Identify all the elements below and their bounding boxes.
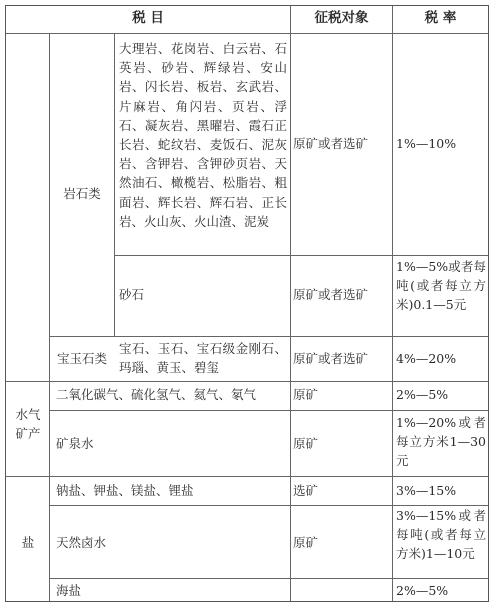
gravel-item: 砂石 <box>119 287 145 302</box>
category-gem: 宝玉石类 <box>56 351 107 366</box>
row-divider <box>114 255 488 256</box>
gas-items: 二氧化碳气、硫化氢气、氦气、氡气 <box>56 387 257 402</box>
gem-object: 原矿或者选矿 <box>293 351 369 366</box>
brine-item: 天然卤水 <box>56 535 107 550</box>
rock-object: 原矿或者选矿 <box>293 136 369 151</box>
gas-object: 原矿 <box>293 387 319 402</box>
row-divider <box>49 578 488 579</box>
gem-rate: 4%—20% <box>396 351 457 366</box>
col-divider <box>49 33 50 601</box>
gas-rate: 2%—5% <box>396 387 449 402</box>
gravel-object: 原矿或者选矿 <box>293 287 369 302</box>
tax-table <box>5 5 489 602</box>
col-divider <box>290 6 291 601</box>
salt-object: 选矿 <box>293 483 319 498</box>
sea-salt-rate: 2%—5% <box>396 583 449 598</box>
rock-items: 大理岩、花岗岩、白云岩、石英岩、砂岩、辉绿岩、安山岩、闪长岩、板岩、玄武岩、片麻岩、角闪岩、页岩、浮石、凝灰岩、黑曜岩、霞石正长岩、蛇纹岩、麦饭石、泥灰岩、含钾岩、含钾砂页岩、天然油石、橄榄岩、松脂岩、粗面岩、辉长岩、辉石岩、正长岩、火山灰、火山渣、泥炭 <box>119 41 287 229</box>
mineral-water-object: 原矿 <box>293 436 319 451</box>
brine-object: 原矿 <box>293 535 319 550</box>
gravel-rate: 1%—5%或者每吨(或者每立方米)0.1—5元 <box>396 259 486 313</box>
gem-items: 宝石、玉石、宝石级金刚石、玛瑙、黄玉、碧玺 <box>119 341 287 376</box>
brine-rate: 3%—15%或者每吨(或者每立方米)1—10元 <box>396 508 486 562</box>
col-divider <box>114 33 115 337</box>
salt-rate: 3%—15% <box>396 483 457 498</box>
header-divider <box>6 33 488 34</box>
salt-items: 钠盐、钾盐、镁盐、锂盐 <box>56 483 194 498</box>
header-item: 税 目 <box>132 10 164 26</box>
mineral-water-item: 矿泉水 <box>56 436 94 451</box>
row-divider <box>49 410 488 411</box>
header-rate: 税 率 <box>424 10 457 26</box>
row-divider <box>6 476 488 477</box>
mineral-water-rate: 1%—20%或者每立方米1—30元 <box>396 415 486 469</box>
sea-salt-item: 海盐 <box>56 583 82 598</box>
category-rock: 岩石类 <box>63 186 101 201</box>
category-salt: 盐 <box>21 535 35 550</box>
header-object: 征税对象 <box>314 10 369 26</box>
rock-rate: 1%—10% <box>396 136 457 151</box>
row-divider <box>6 381 488 382</box>
category-water-gas: 水气矿产 <box>15 407 41 442</box>
